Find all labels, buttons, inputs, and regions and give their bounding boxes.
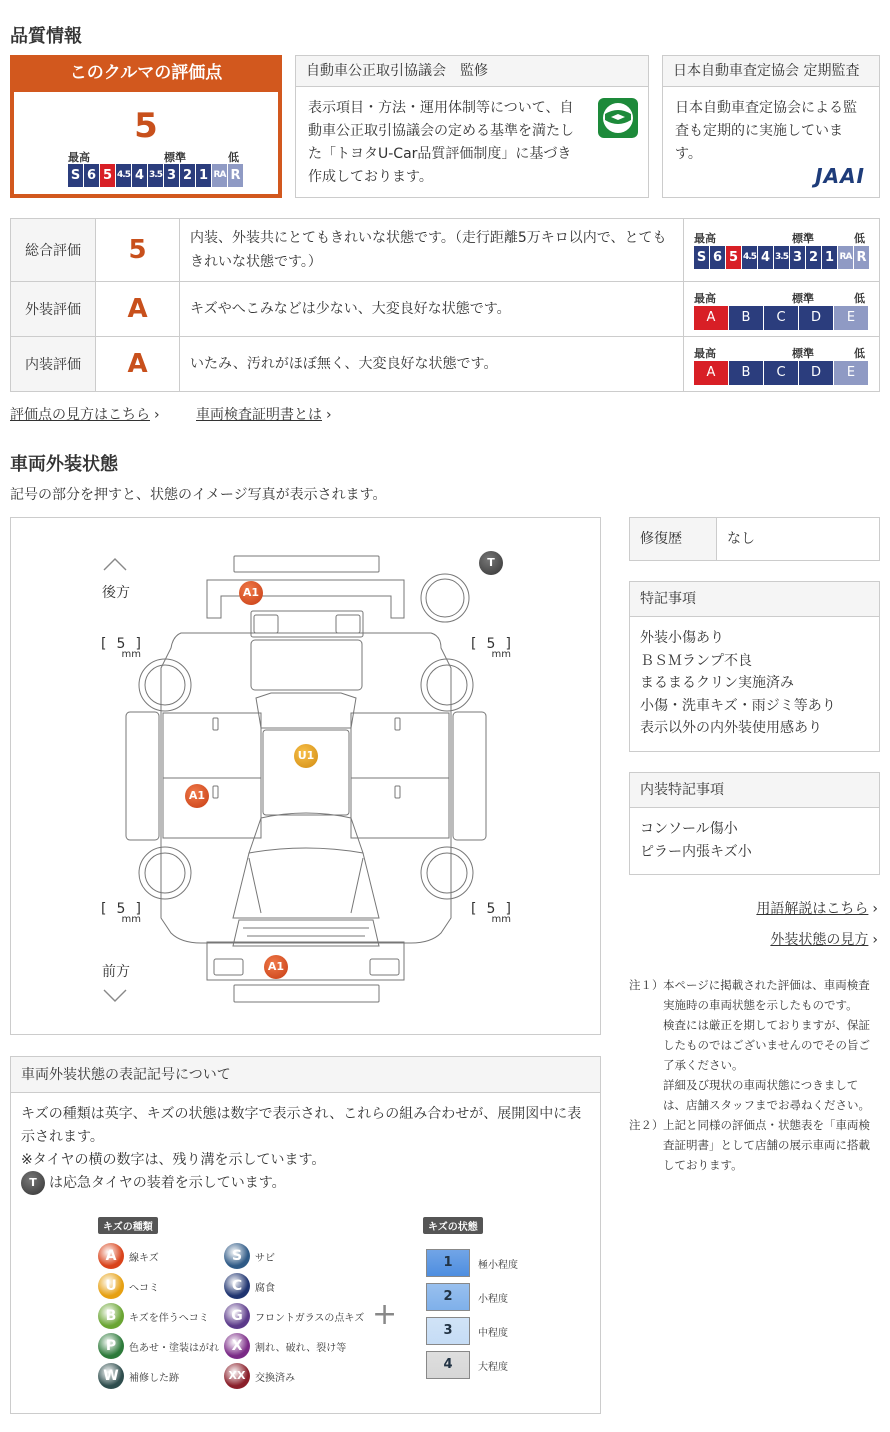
- ab-scale: 最高 標準 低 A B C D E: [684, 282, 880, 337]
- tread-front-left: [ 5 ] mm: [101, 901, 141, 925]
- quality-title: 品質情報: [10, 26, 82, 47]
- grade-cell: S: [68, 164, 83, 187]
- grade-cell: A: [694, 306, 728, 330]
- grade-cell: B: [729, 361, 763, 385]
- grade-cell: 1: [822, 246, 837, 269]
- damage-state-icon: 1: [426, 1249, 470, 1277]
- damage-kind-icon: XX: [224, 1363, 250, 1389]
- special-heading: 特記事項: [630, 582, 879, 617]
- state-tag: キズの状態: [423, 1217, 483, 1234]
- repair-label: 修復歴: [630, 518, 717, 560]
- grade-cell: R: [854, 246, 869, 269]
- score-box-heading: このクルマの評価点: [69, 63, 223, 83]
- grade-cell: 5: [100, 164, 115, 187]
- damage-kind-icon: A: [98, 1243, 124, 1269]
- score-value: 5: [134, 106, 158, 146]
- damage-kind-icon: U: [98, 1273, 124, 1299]
- rating-scale: 最高 標準 低 S 6 5 4.5 4 3.5 3 2 1 RA R: [684, 219, 880, 282]
- rating-desc: キズやへこみなどは少ない、大変良好な状態です。: [180, 282, 684, 337]
- list-item: 小傷・洗車キズ・雨ジミ等あり: [640, 697, 836, 714]
- damage-kind-label: 色あせ・塗装はがれ: [129, 1342, 219, 1354]
- damage-state-item: [426, 1249, 518, 1277]
- damage-kind-label: キズを伴うへコミ: [129, 1312, 209, 1324]
- damage-kind-item: [98, 1273, 159, 1299]
- note-text: 検査には厳正を期しておりますが、保証したものではございませんのでその旨ご了承ください。: [663, 1018, 870, 1072]
- damage-state-label: 中程度: [478, 1327, 508, 1339]
- jaai-logo: JAAI: [815, 164, 865, 188]
- grade-cell: 1: [196, 164, 211, 187]
- grade-cell: RA: [838, 246, 853, 269]
- notes: 注１） 本ページに掲載された評価は、車両検査実施時の車両状態を示したものです。 検査には厳正を期しておりますが、保証したものではございませんのでその旨ご了承ください。 詳細及び現状の車両状態につきましては、店舗スタッフまでお尋ねください。 注２） 上記と同様の評価点・状態表を「車両検査証明書」として店舗の展示車両に搭載しております。: [629, 978, 870, 1172]
- note-text: 詳細及び現状の車両状態につきましては、店舗スタッフまでお尋ねください。: [663, 1078, 870, 1112]
- legend-heading: 車両外装状態の表記記号について: [11, 1057, 600, 1093]
- score-box: [10, 55, 282, 198]
- special-notes: [629, 581, 880, 752]
- grade-cell: 2: [806, 246, 821, 269]
- list-item: コンソール傷小: [640, 821, 738, 837]
- damage-kind-icon: P: [98, 1333, 124, 1359]
- interior-special-notes: [629, 772, 880, 875]
- grade-cell: A: [694, 361, 728, 385]
- table-row: [11, 219, 880, 282]
- grade-cell: E: [834, 361, 868, 385]
- grade-cell: D: [799, 306, 833, 330]
- damage-kind-label: 割れ、破れ、裂け等: [255, 1342, 347, 1354]
- jaai-box: [662, 55, 880, 198]
- damage-kind-item: [224, 1363, 295, 1389]
- rating-label: 外装評価: [11, 282, 96, 337]
- rating-label: 総合評価: [11, 219, 96, 282]
- damage-kind-icon: W: [98, 1363, 124, 1389]
- exterior-subtitle: 記号の部分を押すと、状態のイメージ写真が表示されます。: [10, 487, 387, 503]
- front-label: 前方: [102, 964, 130, 980]
- damage-kind-label: フロントガラスの点キズ: [255, 1312, 365, 1324]
- spare-tire-icon: T: [21, 1171, 45, 1195]
- damage-kind-label: 線キズ: [129, 1252, 159, 1264]
- damage-kind-label: 補修した跡: [129, 1372, 179, 1384]
- rating-value: 5: [96, 219, 180, 282]
- grade-cell: B: [729, 306, 763, 330]
- damage-kind-item: [224, 1303, 364, 1329]
- damage-state-item: [426, 1283, 508, 1311]
- damage-state-icon: 3: [426, 1317, 470, 1345]
- spare-tire-badge[interactable]: T: [479, 551, 503, 575]
- grade-cell: 3: [790, 246, 805, 269]
- grade-cell: 4: [132, 164, 147, 187]
- jftc-box: [295, 55, 649, 198]
- damage-kind-item: [224, 1243, 275, 1269]
- grade-cell: 6: [84, 164, 99, 187]
- damage-badge-u1-roof[interactable]: U1: [294, 744, 318, 768]
- damage-state-icon: 4: [426, 1351, 470, 1379]
- repair-value: なし: [727, 531, 755, 547]
- jftc-heading: 自動車公正取引協議会 監修: [296, 56, 648, 87]
- list-item: まるまるクリン実施済み: [640, 675, 794, 691]
- grade-cell: S: [694, 246, 709, 269]
- note-text: 本ページに掲載された評価は、車両検査実施時の車両状態を示したものです。: [663, 978, 870, 1012]
- damage-kind-label: 交換済み: [255, 1372, 295, 1384]
- rating-value: A: [96, 282, 180, 337]
- damage-kind-icon: B: [98, 1303, 124, 1329]
- list-item: 表示以外の内外装使用感あり: [640, 720, 822, 736]
- tread-rear-left: [ 5 ] mm: [101, 636, 141, 660]
- rating-desc: 内装、外装共にとてもきれいな状態です。（走行距離5万キロ以内で、とてもきれいな状態です。）: [180, 219, 684, 282]
- grade-cell: E: [834, 306, 868, 330]
- interior-special-heading: 内装特記事項: [630, 773, 879, 808]
- glossary-link[interactable]: 用語解説はこちら ›: [756, 898, 878, 918]
- note-text: 上記と同様の評価点・状態表を「車両検査証明書」として店舗の展示車両に搭載しております。: [663, 1118, 870, 1172]
- damage-badge-a1-front[interactable]: A1: [264, 955, 288, 979]
- grade-cell: 4.5: [116, 164, 131, 187]
- grade-cell: R: [228, 164, 243, 187]
- jftc-text: 表示項目・方法・運用体制等について、自動車公正取引協議会の定める基準を満たした「トヨタU-Car品質評価制度」に基づき作成しております。: [308, 100, 574, 185]
- damage-badge-a1-door[interactable]: A1: [185, 784, 209, 808]
- list-item: 外装小傷あり: [640, 630, 724, 646]
- list-item: ピラー内張キズ小: [640, 843, 752, 860]
- damage-state-label: 大程度: [478, 1361, 508, 1373]
- rear-label: 後方: [102, 585, 130, 601]
- grade-cell: C: [764, 306, 798, 330]
- grade-cell: C: [764, 361, 798, 385]
- list-item: ＢＳＭランプ不良: [640, 652, 752, 669]
- grade-cell: 3: [164, 164, 179, 187]
- grade-cell: 3.5: [774, 246, 789, 269]
- grade-cell: 3.5: [148, 164, 163, 187]
- grade-cell: 4.5: [742, 246, 757, 269]
- damage-kind-icon: C: [224, 1273, 250, 1299]
- rating-desc: いたみ、汚れがほぼ無く、大変良好な状態です。: [180, 337, 684, 392]
- table-row: [11, 337, 880, 392]
- repair-history: [629, 517, 880, 561]
- car-outline: [11, 518, 600, 1034]
- damage-kind-item: [224, 1333, 346, 1359]
- tread-front-right: [ 5 ] mm: [471, 901, 511, 925]
- damage-state-label: 極小程度: [478, 1259, 518, 1271]
- grade-cell: 6: [710, 246, 725, 269]
- grade-cell: 2: [180, 164, 195, 187]
- damage-kind-item: [98, 1303, 209, 1329]
- how-to-read-link[interactable]: 評価点の見方はこちら ›: [10, 404, 160, 424]
- damage-badge-a1-rear[interactable]: A1: [239, 581, 263, 605]
- damage-kind-item: [98, 1243, 159, 1269]
- exterior-guide-link[interactable]: 外装状態の見方 ›: [770, 929, 878, 949]
- jftc-logo-icon: [598, 98, 638, 138]
- rating-table: [10, 218, 880, 392]
- damage-kind-label: へコミ: [129, 1282, 159, 1294]
- legend-line-3: は応急タイヤの装着を示しています。: [49, 1175, 286, 1191]
- damage-kind-label: 腐食: [255, 1282, 275, 1294]
- table-row: [11, 282, 880, 337]
- exterior-diagram: [10, 517, 601, 1035]
- rating-value: A: [96, 337, 180, 392]
- damage-state-item: [426, 1317, 508, 1345]
- grade-cell: D: [799, 361, 833, 385]
- rating-label: 内装評価: [11, 337, 96, 392]
- damage-state-label: 小程度: [478, 1293, 508, 1305]
- kinds-tag: キズの種類: [98, 1217, 158, 1234]
- damage-kind-item: [98, 1363, 179, 1389]
- jaai-heading: 日本自動車査定協会 定期監査: [663, 56, 879, 87]
- damage-kind-item: [224, 1273, 275, 1299]
- symbol-legend: [10, 1056, 601, 1414]
- tread-rear-right: [ 5 ] mm: [471, 636, 511, 660]
- jaai-text: 日本自動車査定協会による監査も定期的に実施しています。: [675, 100, 857, 162]
- grade-scale: [68, 164, 243, 187]
- grade-cell: RA: [212, 164, 227, 187]
- scale-labels: 最高 標準 低: [68, 151, 239, 164]
- plus-icon: +: [372, 1297, 398, 1332]
- ab-scale: 最高 標準 低 A B C D E: [684, 337, 880, 392]
- damage-kind-icon: G: [224, 1303, 250, 1329]
- grade-cell: 5: [726, 246, 741, 269]
- damage-kind-item: [98, 1333, 219, 1359]
- legend-line-2: ※タイヤの横の数字は、残り溝を示しています。: [21, 1152, 326, 1168]
- damage-kind-icon: S: [224, 1243, 250, 1269]
- damage-kind-label: サビ: [255, 1252, 275, 1264]
- grade-cell: 4: [758, 246, 773, 269]
- damage-kind-icon: X: [224, 1333, 250, 1359]
- legend-line-1: キズの種類は英字、キズの状態は数字で表示され、これらの組み合わせが、展開図中に表示されます。: [21, 1106, 582, 1145]
- certificate-link[interactable]: 車両検査証明書とは ›: [196, 404, 332, 424]
- damage-state-item: [426, 1351, 508, 1379]
- exterior-title: 車両外装状態: [10, 454, 118, 475]
- damage-state-icon: 2: [426, 1283, 470, 1311]
